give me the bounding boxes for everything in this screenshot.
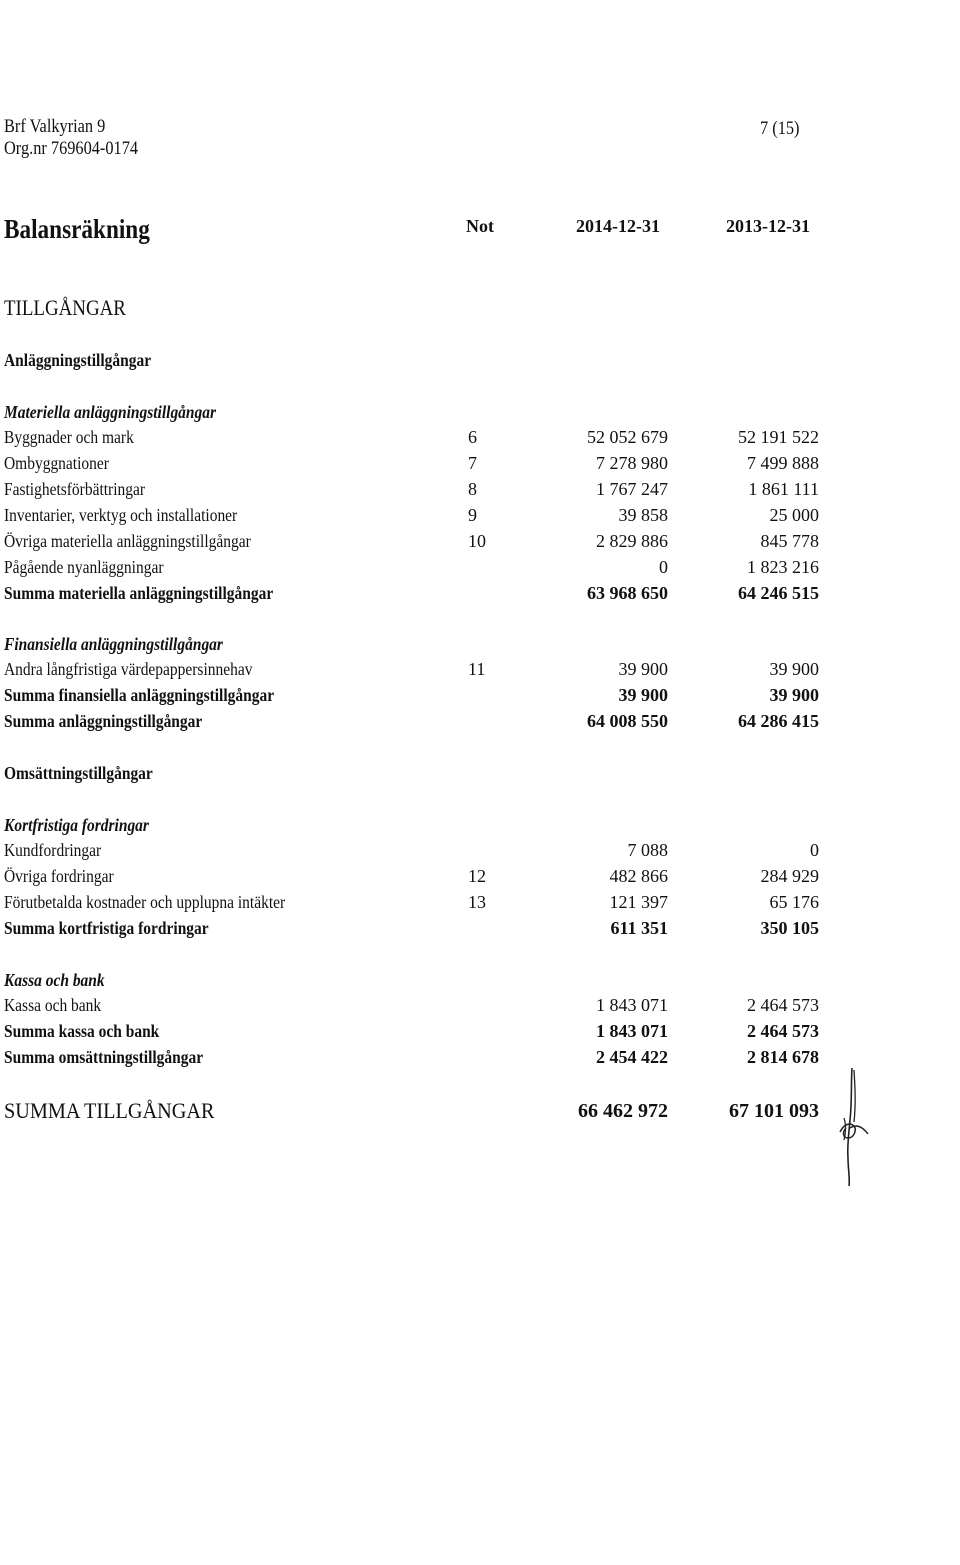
row-label: Fastighetsförbättringar xyxy=(4,479,146,499)
column-header-note: Not xyxy=(466,216,494,236)
row-note: 11 xyxy=(468,659,486,679)
row-value-2013: 64 246 515 xyxy=(738,583,819,603)
row-note: 6 xyxy=(468,427,477,447)
row-value-2013: 2 814 678 xyxy=(747,1047,819,1067)
row-label: Summa kortfristiga fordringar xyxy=(4,918,209,938)
row-label: Kundfordringar xyxy=(4,840,102,860)
subtotal-row xyxy=(0,685,960,709)
row-note: 9 xyxy=(468,505,477,525)
group-fixed-assets: Anläggningstillgångar xyxy=(4,350,152,370)
row-note: 10 xyxy=(468,531,486,551)
table-row xyxy=(0,659,960,683)
table-row xyxy=(0,840,960,864)
row-label: Summa materiella anläggningstillgångar xyxy=(4,583,274,603)
subgroup-receivables: Kortfristiga fordringar xyxy=(4,815,149,835)
row-value-2013: 845 778 xyxy=(760,531,819,551)
row-label: Byggnader och mark xyxy=(4,427,134,447)
row-value-2013: 52 191 522 xyxy=(738,427,819,447)
row-value-2014: 66 462 972 xyxy=(578,1100,668,1122)
row-label: Inventarier, verktyg och installationer xyxy=(4,505,238,525)
row-label: Övriga materiella anläggningstillgångar xyxy=(4,531,251,551)
row-value-2013: 350 105 xyxy=(760,918,819,938)
org-name: Brf Valkyrian 9 xyxy=(4,116,106,137)
row-label: Summa anläggningstillgångar xyxy=(4,711,203,731)
table-row xyxy=(0,892,960,916)
row-value-2014: 63 968 650 xyxy=(587,583,668,603)
page-number: 7 (15) xyxy=(760,118,800,139)
row-value-2013: 284 929 xyxy=(760,866,819,886)
row-label: Ombyggnationer xyxy=(4,453,109,473)
row-value-2014: 39 900 xyxy=(618,659,668,679)
row-value-2014: 1 767 247 xyxy=(596,479,668,499)
row-value-2014: 1 843 071 xyxy=(596,1021,668,1041)
row-value-2014: 52 052 679 xyxy=(587,427,668,447)
row-label: Pågående nyanläggningar xyxy=(4,557,164,577)
table-row xyxy=(0,995,960,1019)
row-label: Andra långfristiga värdepappersinnehav xyxy=(4,659,253,679)
row-note: 13 xyxy=(468,892,486,912)
column-header-2014: 2014-12-31 xyxy=(576,216,660,236)
subgroup-financial: Finansiella anläggningstillgångar xyxy=(4,634,223,654)
row-value-2014: 2 829 886 xyxy=(596,531,668,551)
row-value-2014: 7 278 980 xyxy=(596,453,668,473)
row-value-2014: 39 858 xyxy=(618,505,668,525)
row-note: 8 xyxy=(468,479,477,499)
row-value-2013: 1 861 111 xyxy=(748,479,819,499)
row-label: Kassa och bank xyxy=(4,995,102,1015)
row-value-2014: 0 xyxy=(659,557,668,577)
table-row xyxy=(0,531,960,555)
table-row xyxy=(0,453,960,477)
table-row xyxy=(0,557,960,581)
row-value-2013: 0 xyxy=(810,840,819,860)
signature-mark xyxy=(830,1062,874,1190)
subgroup-cash: Kassa och bank xyxy=(4,970,105,990)
row-value-2014: 611 351 xyxy=(610,918,668,938)
subgroup-tangible: Materiella anläggningstillgångar xyxy=(4,402,217,422)
subtotal-row xyxy=(0,583,960,607)
row-value-2013: 2 464 573 xyxy=(747,1021,819,1041)
subtotal-row xyxy=(0,711,960,735)
subtotal-row xyxy=(0,918,960,942)
row-value-2013: 2 464 573 xyxy=(747,995,819,1015)
table-row xyxy=(0,866,960,890)
row-value-2014: 39 900 xyxy=(618,685,668,705)
row-note: 12 xyxy=(468,866,486,886)
row-value-2014: 121 397 xyxy=(609,892,668,912)
row-value-2014: 64 008 550 xyxy=(587,711,668,731)
row-value-2013: 64 286 415 xyxy=(738,711,819,731)
org-number: Org.nr 769604-0174 xyxy=(4,138,139,159)
row-value-2014: 1 843 071 xyxy=(596,995,668,1015)
row-value-2013: 25 000 xyxy=(769,505,819,525)
row-value-2013: 1 823 216 xyxy=(747,557,819,577)
row-value-2014: 482 866 xyxy=(609,866,668,886)
table-row xyxy=(0,505,960,529)
row-label: Summa kassa och bank xyxy=(4,1021,160,1041)
grand-total-row xyxy=(0,1098,960,1126)
section-title: TILLGÅNGAR xyxy=(4,295,126,320)
row-value-2013: 7 499 888 xyxy=(747,453,819,473)
page-title: Balansräkning xyxy=(4,214,150,244)
column-header-2013: 2013-12-31 xyxy=(726,216,810,236)
row-value-2014: 2 454 422 xyxy=(596,1047,668,1067)
row-value-2014: 7 088 xyxy=(627,840,668,860)
table-row xyxy=(0,427,960,451)
row-label: SUMMA TILLGÅNGAR xyxy=(4,1098,215,1123)
subtotal-row xyxy=(0,1021,960,1045)
table-row xyxy=(0,479,960,503)
row-value-2013: 39 900 xyxy=(769,659,819,679)
row-label: Summa finansiella anläggningstillgångar xyxy=(4,685,275,705)
row-note: 7 xyxy=(468,453,477,473)
row-value-2013: 67 101 093 xyxy=(729,1100,819,1122)
row-label: Summa omsättningstillgångar xyxy=(4,1047,204,1067)
row-value-2013: 65 176 xyxy=(769,892,819,912)
row-value-2013: 39 900 xyxy=(769,685,819,705)
group-current-assets: Omsättningstillgångar xyxy=(4,763,153,783)
row-label: Övriga fordringar xyxy=(4,866,114,886)
row-label: Förutbetalda kostnader och upplupna intäkter xyxy=(4,892,286,912)
subtotal-row xyxy=(0,1047,960,1071)
